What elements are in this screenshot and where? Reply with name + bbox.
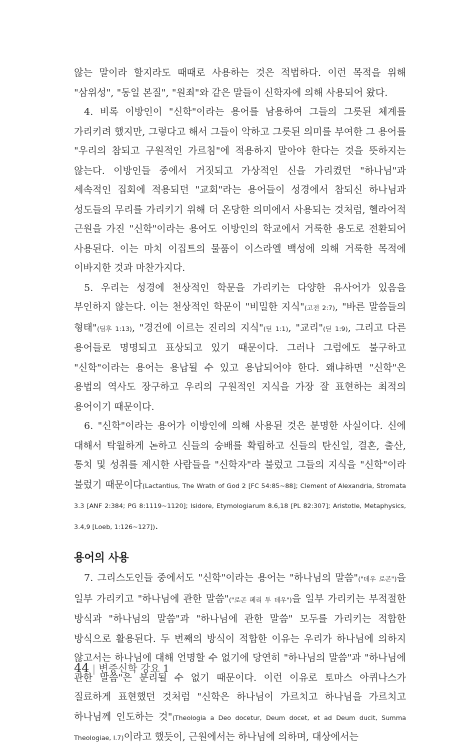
page-footer (74, 660, 169, 675)
scripture-reference: (딛 1:1) (263, 324, 289, 333)
paragraph-text: 않는 말이라 할지라도 때때로 사용하는 것은 적법하다. 이런 목적을 위해 "삼위성", "동일 본질", "원죄"와 같은 말들이 신학자에 의해 사용되어 왔다. (74, 68, 406, 99)
paragraph-5 (74, 279, 406, 418)
paragraph-text: 4. 비록 이방인이 "신학"이라는 용어를 남용하여 그들의 그릇된 체계를 가리키려 했지만, 그렇다고 해서 그들이 악하고 그릇된 의미를 부여한 그 용어를 "우리의 참되고 구원적인 가르침"에 적용하지 말아야 한다는 것을 뜻하지는 않는다. 이방인들 중에서 거짓되고 가상적인 신을 가리켰던 "하나님"과 세속적인 집회에 적용되던 "교회"라는 용어들이 성경에서 참되신 하나님과 성도들의 무리를 가리키기 위해 더 온당한 의미에서 사용되는 것처럼, 헬라어적 근원을 가진 "신학"이라는 용어도 이방인의 학교에서 거룩한 용도로 전환되어 사용된다. 이는 마치 이집트의 물품이 이스라엘 백성에 의해 거룩한 목적에 이바지한 것과 마찬가지다. (74, 107, 406, 274)
body-text (74, 64, 406, 749)
paragraph-4 (74, 103, 406, 279)
footer-separator: | (92, 664, 96, 675)
paragraph-text: 이라고 했듯이, 근원에서는 하나님에 의하며, 대상에서는 (123, 732, 359, 743)
paragraph-7 (74, 569, 406, 749)
paragraph-6 (74, 417, 406, 537)
page-number: 44 (74, 661, 90, 675)
paragraph-text: 을 일부 가리키는 부적절한 방식과 "하나님의 말씀"과 "하나님에 관한 말씀" 모두를 가리키는 적합한 방식으로 활용된다. 두 번째의 방식이 적합한 이유는 우리가 하나님에 의하지 않고서는 하나님에 대해 언명할 수 없기에 당연히 "하나님의 말씀"과 "하나님에 관한 말씀"은 분리될 수 없기 때문이다. 이런 이유로 토마스 아퀴나스가 질료하게 표현했던 것처럼 "신학은 하나님이 가르치고 하나님을 가르치고 하나님께 인도하는 것" (74, 593, 406, 723)
book-title: 변증신학 강요 1 (98, 664, 170, 675)
greek-term: ("데우 로곤") (358, 575, 397, 583)
paragraph-text: , "교리" (288, 322, 324, 334)
paragraph-text: . (155, 520, 159, 532)
paragraph-text: 을 일부 가리키고 "하나님에 관한 말씀" (74, 573, 406, 605)
paragraph-text: 5. 우리는 성경에 천상적인 학문을 가리키는 다양한 유사어가 있음을 부인하지 않는다. 이는 천상적인 학문이 "비밀한 지식" (74, 282, 406, 313)
citation: (Theologia a Deo docetur, Deum docet, et ad Deum ducit, Summa Theologiae, I.7) (74, 713, 406, 742)
paragraph-text: , "바른 말씀들의 형태" (74, 302, 406, 334)
scripture-reference: (딛 1:9) (323, 324, 348, 333)
paragraph-intro (74, 64, 406, 103)
paragraph-text: 7. 그리스도인들 중에서도 "신학"이라는 용어는 "하나님의 말씀" (84, 573, 359, 584)
scripture-reference: (딤후 1:13) (96, 324, 133, 333)
scripture-reference: (고전 2:7) (304, 304, 335, 312)
paragraph-text: , 그리고 다른 용어들로 명명되고 표상되고 있기 때문이다. 그러나 그럼에도 불구하고 "신학"이라는 용어는 용납될 수 있고 용납되어야 한다. 왜냐하면 "신학"은 용법의 역사도 장구하고 우리의 구원적인 지식을 가장 잘 표현하는 최적의 용어이기 때문이다. (74, 322, 406, 413)
citation: (Lactantius, The Wrath of God 2 [FC 54:85~88]; Clement of Alexandria, Stromata 3.3 [ANF 2:384; PG 8:1119~1120]; Isidore, Etymologiarum 8.6,18 [PL 82:307]; Aristotle, Metaphysics, 3.4,9 [Loeb, 1:126~127]) (74, 481, 406, 531)
greek-term: ("로곤 페리 투 데우") (228, 595, 292, 604)
paragraph-text: , "경건에 이르는 진리의 지식" (132, 322, 264, 334)
section-heading: 용어의 사용 (74, 552, 129, 564)
paragraph-text: 6. "신학"이라는 용어가 이방인에 의해 사용된 것은 분명한 사실이다. 신에 대해서 탁월하게 논하고 신들의 숭배를 확립하고 신들의 탄신일, 결혼, 출산, 통치 및 성취를 제시한 사람들을 "신학자"라 불렀고 그들의 지식을 "신학"이라 불렀기 때문이다 (74, 421, 406, 491)
